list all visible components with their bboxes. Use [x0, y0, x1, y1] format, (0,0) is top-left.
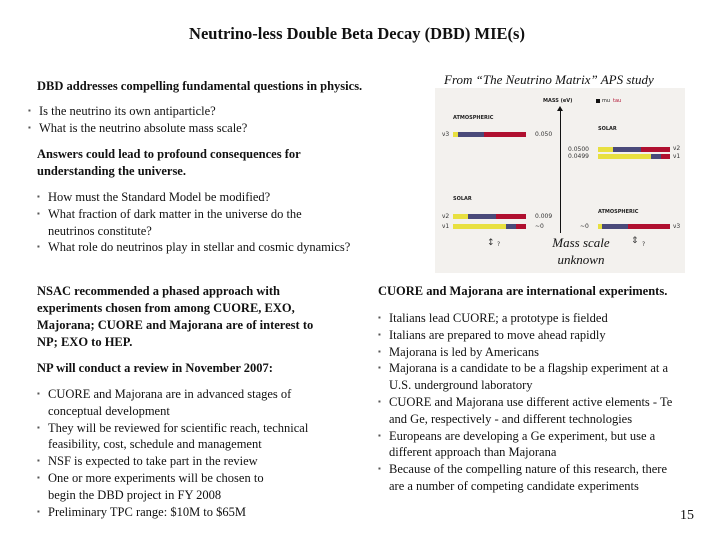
caption-line: Mass scale — [552, 235, 610, 250]
nu1-label: ν1 — [442, 223, 450, 230]
right-item: ▪ Majorana is a candidate to be a flagship experiment at a — [378, 360, 672, 377]
review-item: ▪ NSF is expected to take part in the review — [37, 453, 308, 470]
page-number: 15 — [680, 508, 694, 523]
review-item: ▪ CUORE and Majorana are in advanced stages of — [37, 386, 308, 403]
right-item: are a number of competing candidate experiments — [389, 478, 639, 493]
answer-item: ▪ What fraction of dark matter in the universe do the — [37, 206, 350, 223]
review-item: ▪ Preliminary TPC range: $10M to $65M — [37, 504, 308, 521]
value-label: 0.0499 — [568, 153, 589, 160]
right-item: ▪ Majorana is led by Americans — [378, 344, 672, 361]
right-item: ▪ Because of the compelling nature of this research, there — [378, 461, 672, 478]
answer-list — [37, 189, 350, 256]
review-heading: NP will conduct a review in November 2007: — [37, 361, 273, 375]
question-mark: ? — [497, 241, 501, 248]
right-item: different approach than Majorana — [389, 445, 557, 460]
caption-line: unknown — [557, 252, 605, 267]
review-list — [37, 386, 308, 520]
neutrino-mass-hierarchy-diagram — [435, 88, 685, 273]
review-item: conceptual development — [48, 403, 170, 418]
nu2-bar-left — [453, 214, 526, 219]
nu2-label: ν2 — [673, 145, 681, 152]
nsac-paragraph — [37, 283, 313, 351]
nu1-label: ν1 — [673, 153, 681, 160]
nsac-line: NP; EXO to HEP. — [37, 335, 133, 349]
legend-e: mu — [602, 98, 611, 104]
value-label: ~0 — [535, 223, 544, 230]
answer-item: ▪ What role do neutrinos play in stellar and cosmic dynamics? — [37, 239, 350, 256]
updown-arrow-icon: ↕ — [487, 238, 495, 248]
answer-item: ▪ How must the Standard Model be modified? — [37, 189, 350, 206]
right-item: ▪ Italians are prepared to move ahead rapidly — [378, 327, 672, 344]
legend-tau: tau — [613, 98, 622, 104]
nu3-label: ν3 — [673, 223, 681, 230]
right-item: ▪ Europeans are developing a Ge experiment, but use a — [378, 428, 672, 445]
answer-item-cont — [37, 223, 350, 240]
nu2-bar-right — [598, 147, 670, 152]
nu1-bar-right — [598, 154, 670, 159]
question-mark: ? — [642, 241, 646, 248]
nu3-label: ν3 — [442, 131, 450, 138]
answers-line: understanding the universe. — [37, 164, 186, 178]
nu1-bar-left — [453, 224, 526, 229]
value-label: 0.0500 — [568, 146, 589, 153]
right-item: U.S. underground laboratory — [389, 378, 533, 393]
legend-swatch — [596, 99, 600, 103]
answer-cont-text: neutrinos constitute? — [48, 223, 152, 238]
right-item: ▪ CUORE and Majorana use different active elements - Te — [378, 394, 672, 411]
value-label: ~0 — [580, 223, 589, 230]
right-item: and Ge, respectively - and different technologies — [389, 411, 633, 426]
slide-title: Neutrino-less Double Beta Decay (DBD) MIE(s) — [189, 24, 525, 43]
review-item: ▪ One or more experiments will be chosen to — [37, 470, 308, 487]
updown-arrow-icon: ⇕ — [631, 236, 639, 246]
question-list — [28, 103, 247, 137]
nsac-line: Majorana; CUORE and Majorana are of interest to — [37, 318, 314, 332]
intro-text: DBD addresses compelling fundamental questions in physics. — [37, 79, 363, 93]
answers-line: Answers could lead to profound consequences for — [37, 147, 301, 161]
mass-scale-caption — [531, 234, 631, 268]
value-label: 0.009 — [535, 213, 553, 220]
mass-axis — [560, 110, 561, 233]
right-list — [378, 310, 672, 495]
source-caption: From “The Neutrino Matrix” APS study — [444, 72, 654, 87]
label-solar-right: SOLAR — [598, 126, 617, 132]
review-item: begin the DBD project in FY 2008 — [48, 487, 222, 502]
review-item: ▪ They will be reviewed for scientific reach, technical — [37, 420, 308, 437]
question-item: ▪ Is the neutrino its own antiparticle? — [28, 103, 247, 120]
value-label: 0.050 — [535, 131, 553, 138]
right-item: ▪ Italians lead CUORE; a prototype is fielded — [378, 310, 672, 327]
right-heading: CUORE and Majorana are international experiments. — [378, 284, 668, 298]
label-atmospheric-left: ATMOSPHERIC — [453, 115, 494, 121]
nsac-line: NSAC recommended a phased approach with — [37, 284, 280, 298]
nsac-line: experiments chosen from among CUORE, EXO, — [37, 301, 295, 315]
nu2-label: ν2 — [442, 213, 450, 220]
axis-label: MASS (eV) — [543, 98, 573, 104]
label-atmospheric-right: ATMOSPHERIC — [598, 209, 639, 215]
nu3-bar-right — [598, 224, 670, 229]
review-item: feasibility, cost, schedule and management — [48, 437, 262, 452]
label-solar-left: SOLAR — [453, 196, 472, 202]
nu3-bar-left — [453, 132, 526, 137]
question-item: ▪ What is the neutrino absolute mass scale? — [28, 120, 247, 137]
